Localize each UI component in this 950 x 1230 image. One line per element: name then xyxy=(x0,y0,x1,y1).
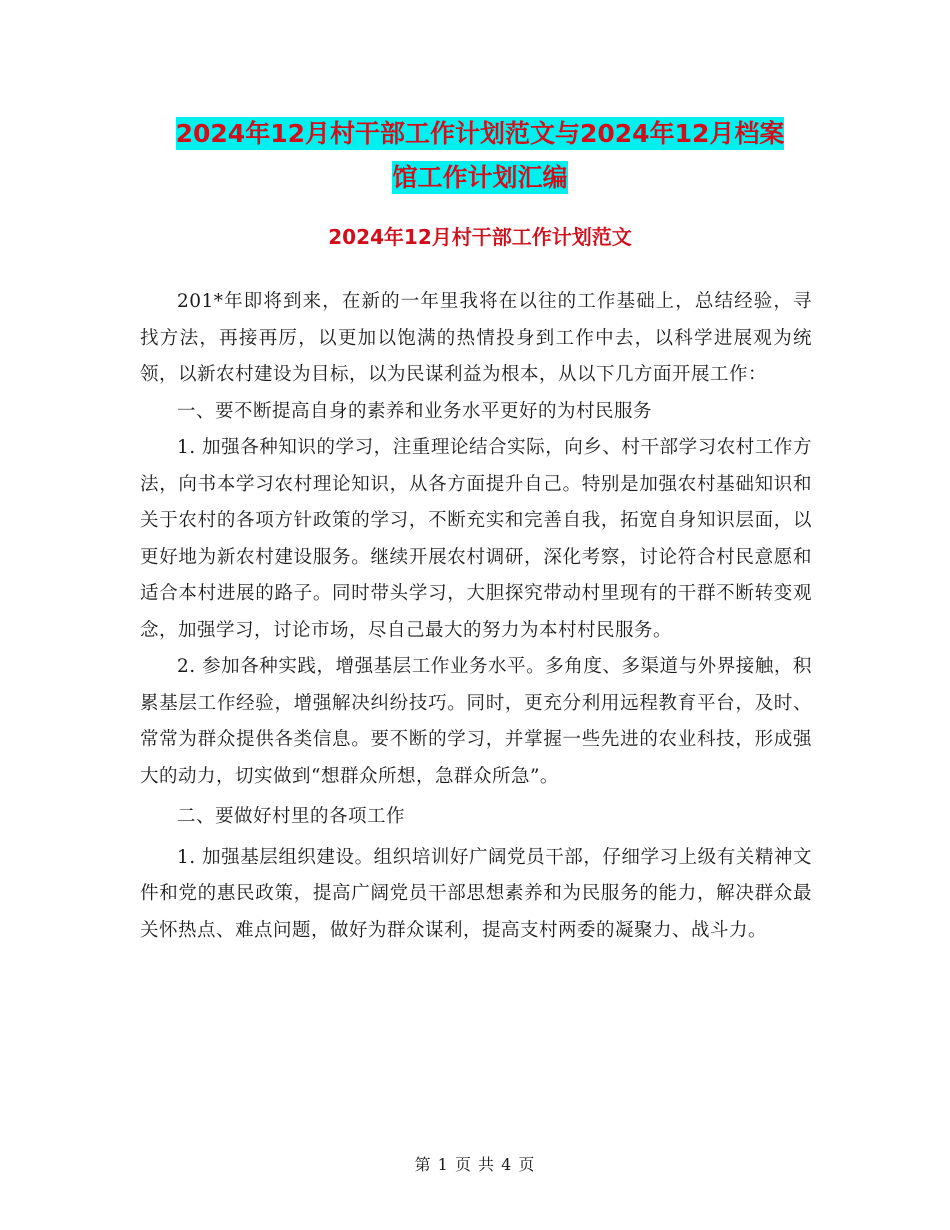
paragraph-item-1-1: 1. 加强各种知识的学习，注重理论结合实际，向乡、村干部学习农村工作方法，向书本学习农村理论知识，从各方面提升自己。特别是加强农村基础知识和关于农村的各项方针政策的学习，不断充实和完善自我，拓宽自身知识层面，以更好地为新农村建设服务。继续开展农村调研，深化考察，讨论符合村民意愿和适合本村进展的路子。同时带头学习，大胆探究带动村里现有的干群不断转变观念，加强学习，讨论市场，尽自己最大的努力为本村村民服务。 xyxy=(140,437,812,641)
paragraph-heading-2: 二、要做好村里的各项工作 xyxy=(177,806,406,827)
paragraph-heading-1: 一、要不断提高自身的素养和业务水平更好的为村民服务 xyxy=(177,400,653,422)
document-title xyxy=(140,112,820,200)
paragraph-item-1-2: 2. 参加各种实践，增强基层工作业务水平。多角度、多渠道与外界接触，积累基层工作经验，增强解决纠纷技巧。同时，更充分利用远程教育平台，及时、常常为群众提供各类信息。要不断的学习，并掌握一些先进的农业科技，形成强大的动力，切实做到“想群众所想，急群众所急”。 xyxy=(140,656,812,787)
section-title: 2024年12月村干部工作计划范文 xyxy=(328,225,632,249)
title-line-1: 2024年12月村干部工作计划范文与2024年12月档案 xyxy=(175,119,785,148)
document-body xyxy=(140,284,812,949)
paragraph-intro: 201*年即将到来，在新的一年里我将在以往的工作基础上，总结经验，寻找方法，再接再厉，以更加以饱满的热情投身到工作中去，以科学进展观为统领，以新农村建设为目标，以为民谋利益为根本，从以下几方面开展工作： xyxy=(140,291,812,385)
paragraph-item-2-1: 1. 加强基层组织建设。组织培训好广阔党员干部，仔细学习上级有关精神文件和党的惠民政策，提高广阔党员干部思想素养和为民服务的能力，解决群众最关怀热点、难点问题，做好为群众谋利，提高支村两委的凝聚力、战斗力。 xyxy=(140,846,812,941)
page-footer: 第 1 页 共 4 页 xyxy=(414,1155,536,1174)
title-line-2: 馆工作计划汇编 xyxy=(392,163,568,192)
